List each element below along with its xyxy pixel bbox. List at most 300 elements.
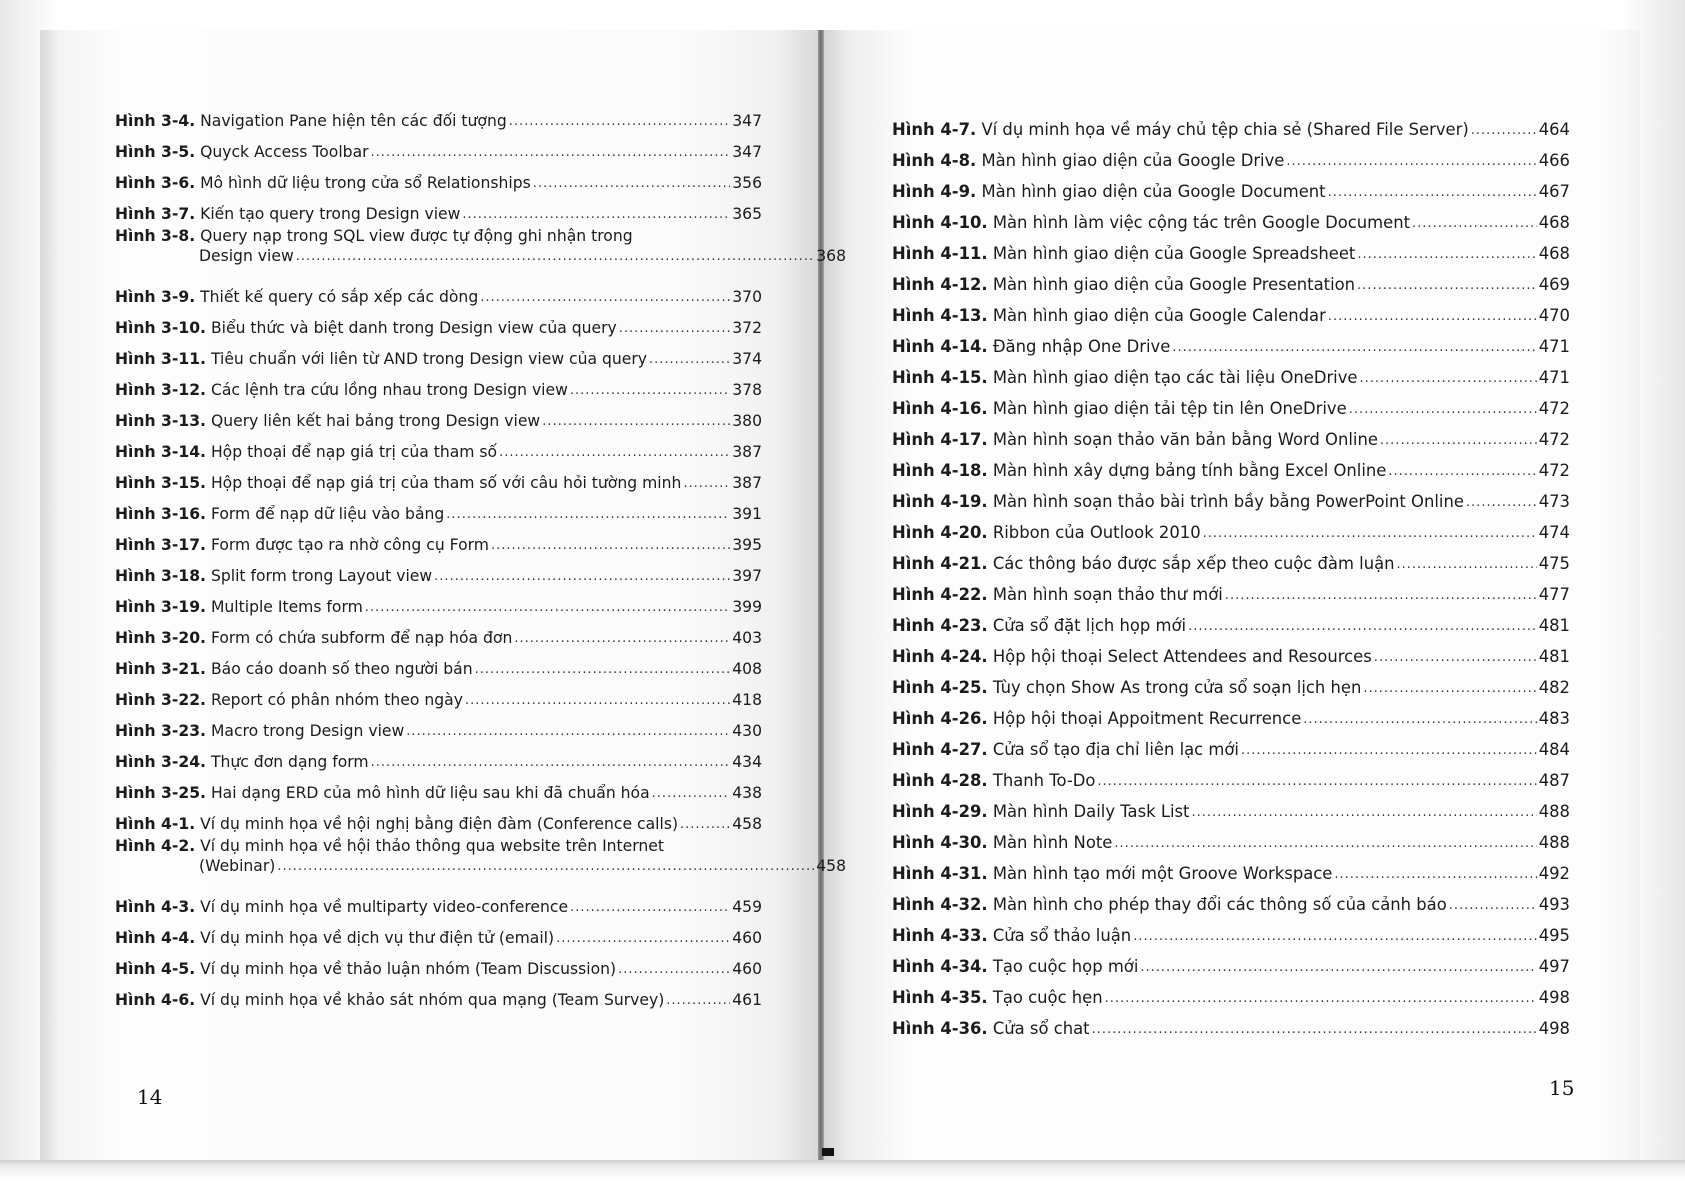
figure-page-number: 347 [732,143,762,161]
figure-page-number: 365 [732,205,762,223]
dot-leader [542,413,730,431]
figure-page-number: 458 [816,857,846,875]
figure-list-item [115,617,762,648]
figure-title: Ví dụ minh họa về dịch vụ thư điện tử (email) [200,929,555,947]
figure-label [115,928,554,948]
figure-title: Hộp thoại để nạp giá trị của tham số [210,443,498,461]
figure-title: Tiêu chuẩn với liên từ AND trong Design view của query [210,350,648,368]
figure-number: Hình 3-7. [115,205,196,223]
figure-label [115,142,369,162]
dot-leader [1188,618,1537,636]
figure-page-number: 387 [732,474,762,492]
figure-page-number: 466 [1538,151,1570,170]
figure-label [115,659,473,679]
figure-page-number: 434 [732,753,762,771]
dot-leader [509,113,730,131]
figure-list-item [892,791,1570,822]
figure-title: Thanh To-Do [992,771,1096,790]
figure-title: Tùy chọn Show As trong cửa sổ soạn lịch hẹn [992,678,1362,697]
figure-label [115,628,512,648]
figure-list-item [115,524,762,555]
figure-title-continued: Design view [199,247,294,265]
figure-page-number: 493 [1538,895,1570,914]
figure-label [115,535,489,555]
figure-title: Hai dạng ERD của mô hình dữ liệu sau khi đã chuẩn hóa [210,784,650,802]
dot-leader [1357,246,1536,264]
figure-page-number: 403 [732,629,762,647]
figure-number: Hình 4-5. [115,960,196,978]
figure-list-item [115,276,762,307]
figure-label [892,461,1386,481]
figure-list-item [115,100,762,131]
figure-number: Hình 4-18. [892,461,988,480]
dot-leader [1241,742,1537,760]
figure-list-item [115,400,762,431]
dot-leader [1412,215,1537,233]
dot-leader [1357,277,1537,295]
figure-number: Hình 3-20. [115,629,206,647]
figure-title: Ribbon của Outlook 2010 [992,523,1201,542]
figure-page-number: 481 [1538,616,1570,635]
figure-number: Hình 3-11. [115,350,206,368]
figure-list-item [892,388,1570,419]
figure-title: Macro trong Design view [210,722,405,740]
dot-leader [1092,1021,1537,1039]
figure-list-item [115,803,762,834]
figure-page-number: 482 [1538,678,1570,697]
figure-number: Hình 3-16. [115,505,206,523]
figure-number: Hình 3-10. [115,319,206,337]
figure-title: Màn hình cho phép thay đổi các thông số của cảnh báo [992,895,1447,914]
figure-title: Form để nạp dữ liệu vào bảng [210,505,445,523]
figure-page-number: 481 [1538,647,1570,666]
dot-leader [570,382,730,400]
figure-label [892,213,1410,233]
figure-page-number: 497 [1538,957,1570,976]
figure-list-item [115,193,762,224]
figure-page-number: 387 [732,443,762,461]
figure-label [115,380,568,400]
figure-number: Hình 4-13. [892,306,988,325]
figure-title: Hộp hội thoại Select Attendees and Resources [992,647,1372,666]
figure-page-number: 483 [1538,709,1570,728]
figure-list-item [115,162,762,193]
figure-title: Query nạp trong SQL view được tự động ghi nhận trong [200,227,633,245]
figure-label [115,990,664,1010]
dot-leader [570,899,730,917]
dot-leader [462,206,730,224]
figure-page-number: 472 [1538,461,1570,480]
figure-page-number: 438 [732,784,762,802]
figure-label [115,473,681,493]
figure-label [892,492,1464,512]
figure-title: Thiết kế query có sắp xếp các dòng [200,288,479,306]
figure-label [892,182,1326,202]
figure-number: Hình 4-29. [892,802,988,821]
figure-label [115,204,460,224]
dot-leader [480,289,730,307]
figure-page-number: 471 [1538,337,1570,356]
figure-page-number: 397 [732,567,762,585]
figure-page-number: 487 [1538,771,1570,790]
figure-list-item [892,233,1570,264]
figure-number: Hình 3-23. [115,722,206,740]
figure-label [115,226,633,246]
figure-title: Đăng nhập One Drive [992,337,1171,356]
figure-list-item [892,419,1570,450]
figure-list-item [115,493,762,524]
figure-page-number: 380 [732,412,762,430]
scanner-edge [0,1160,1685,1191]
figure-number: Hình 3-22. [115,691,206,709]
figure-number: Hình 4-32. [892,895,988,914]
figure-page-number: 473 [1538,492,1570,511]
figure-list-item [115,462,762,493]
figure-title: Multiple Items form [210,598,363,616]
figure-title: Tạo cuộc hẹn [992,988,1103,1007]
dot-leader [1191,804,1536,822]
figure-list-item [892,512,1570,543]
dot-leader [514,630,730,648]
figure-list-item [892,109,1570,140]
figure-label [115,349,647,369]
dot-leader [533,175,731,193]
figure-list-item [892,140,1570,171]
figure-list-item [115,741,762,772]
figure-list-item [115,369,762,400]
figure-title: Màn hình Note [992,833,1113,852]
figure-title: Cửa sổ đặt lịch họp mới [992,616,1187,635]
dot-leader [649,351,730,369]
figure-page-number: 378 [732,381,762,399]
figure-title: Màn hình tạo mới một Groove Workspace [992,864,1333,883]
figure-label [115,111,507,131]
figure-page-number: 356 [732,174,762,192]
figure-number: Hình 3-21. [115,660,206,678]
dot-leader [1225,587,1537,605]
figure-label [115,411,540,431]
figure-list-item [115,834,846,886]
dot-leader [666,992,730,1010]
figure-number: Hình 3-25. [115,784,206,802]
dot-leader [680,816,730,834]
figure-title: Báo cáo doanh số theo người bán [210,660,473,678]
figure-label [892,368,1358,388]
figure-list-item [892,915,1570,946]
dot-leader [1349,401,1537,419]
figure-number: Hình 4-1. [115,815,196,833]
figure-title: Màn hình giao diện của Google Spreadsheet [992,244,1356,263]
figure-title: Thực đơn dạng form [210,753,369,771]
dot-leader [1466,494,1537,512]
figure-list-item [115,586,762,617]
figure-number: Hình 4-10. [892,213,988,232]
figure-number: Hình 4-19. [892,492,988,511]
figure-number: Hình 4-11. [892,244,988,263]
right-page-number: 15 [1549,1076,1575,1100]
figure-label [115,721,404,741]
dot-leader [1471,122,1537,140]
figure-number: Hình 3-17. [115,536,206,554]
figure-title: Ví dụ minh họa về thảo luận nhóm (Team Discussion) [200,960,617,978]
figure-number: Hình 3-19. [115,598,206,616]
figure-title: Màn hình giao diện của Google Presentation [992,275,1356,294]
figure-page-number: 498 [1538,988,1570,1007]
figure-label [115,318,617,338]
figure-list-item [892,357,1570,388]
figure-label [115,897,568,917]
figure-number: Hình 3-4. [115,112,196,130]
dot-leader [1363,680,1536,698]
figure-list-item [115,886,762,917]
figure-page-number: 372 [732,319,762,337]
figure-title: Mô hình dữ liệu trong cửa sổ Relationships [200,174,531,192]
dot-leader [619,320,730,338]
figure-title: Màn hình giao diện tạo các tài liệu OneDrive [992,368,1358,387]
figure-list-item [892,264,1570,295]
figure-list-item [892,326,1570,357]
figure-title: Màn hình soạn thảo văn bản bằng Word Online [992,430,1378,449]
figure-label [892,864,1332,884]
figure-number: Hình 4-27. [892,740,988,759]
figure-page-number: 464 [1538,120,1570,139]
figure-page-number: 475 [1538,554,1570,573]
dot-leader [1328,308,1537,326]
figure-title: Hộp thoại để nạp giá trị của tham số với câu hỏi tường minh [210,474,682,492]
figure-label [115,783,650,803]
figure-page-number: 467 [1538,182,1570,201]
dot-leader [1380,432,1537,450]
dot-leader [1449,897,1537,915]
figure-title: Ví dụ minh họa về multiparty video-conference [200,898,569,916]
figure-list-item [115,710,762,741]
figure-page-number: 430 [732,722,762,740]
figure-page-number: 395 [732,536,762,554]
figure-number: Hình 4-25. [892,678,988,697]
figure-page-number: 488 [1538,802,1570,821]
figure-number: Hình 4-8. [892,151,977,170]
figure-number: Hình 4-12. [892,275,988,294]
figure-title: Kiến tạo query trong Design view [200,205,461,223]
figure-title-continued: (Webinar) [199,857,276,875]
figure-label [115,566,432,586]
figure-label [892,306,1326,326]
figure-page-number: 472 [1538,430,1570,449]
figure-number: Hình 4-20. [892,523,988,542]
figure-label [892,151,1284,171]
figure-page-number: 477 [1538,585,1570,604]
dot-leader [277,858,814,876]
figure-label [892,709,1301,729]
figure-number: Hình 4-35. [892,988,988,1007]
figure-title: Ví dụ minh họa về hội nghị bằng điện đàm (Conference calls) [200,815,679,833]
figure-label [892,554,1395,574]
figure-page-number: 488 [1538,833,1570,852]
figure-number: Hình 4-34. [892,957,988,976]
figure-label [892,337,1170,357]
figure-list-item [892,729,1570,760]
figure-number: Hình 4-33. [892,926,988,945]
figure-list-item [892,760,1570,791]
figure-title: Form có chứa subform để nạp hóa đơn [210,629,513,647]
dot-leader [1328,184,1537,202]
figure-list-item [115,979,762,1010]
figure-page-number: 468 [1538,213,1570,232]
figure-page-number: 458 [732,815,762,833]
figure-title: Ví dụ minh họa về khảo sát nhóm qua mạng (Team Survey) [200,991,665,1009]
spine-mark [822,1148,834,1156]
figure-number: Hình 4-21. [892,554,988,573]
dot-leader [475,661,731,679]
figure-title: Cửa sổ tạo địa chỉ liên lạc mới [992,740,1239,759]
figure-number: Hình 4-6. [115,991,196,1009]
figure-page-number: 460 [732,929,762,947]
figure-title: Màn hình giao diện của Google Drive [981,151,1285,170]
figure-page-number: 374 [732,350,762,368]
dot-leader [365,599,730,617]
figure-page-number: 471 [1538,368,1570,387]
figure-number: Hình 3-24. [115,753,206,771]
figure-number: Hình 3-12. [115,381,206,399]
figure-number: Hình 4-23. [892,616,988,635]
figure-label [892,802,1189,822]
figure-title: Màn hình giao diện của Google Document [981,182,1326,201]
figure-number: Hình 4-22. [892,585,988,604]
figure-label [115,814,678,834]
dot-leader [1388,463,1536,481]
dot-leader [465,692,730,710]
dot-leader [406,723,730,741]
figure-label [892,120,1469,140]
figure-list-item [892,171,1570,202]
figure-list-item [892,1008,1570,1039]
figure-title: Quyck Access Toolbar [200,143,369,161]
figure-label [892,430,1378,450]
figure-number: Hình 3-5. [115,143,196,161]
left-figure-list [115,100,846,1010]
figure-page-number: 469 [1538,275,1570,294]
figure-label [892,678,1361,698]
figure-page-number: 399 [732,598,762,616]
figure-number: Hình 4-4. [115,929,196,947]
figure-label [892,740,1239,760]
figure-list-item [892,853,1570,884]
figure-label [892,833,1112,853]
figure-list-item [892,481,1570,512]
figure-number: Hình 3-14. [115,443,206,461]
dot-leader [1172,339,1536,357]
dot-leader [1114,835,1536,853]
figure-title: Màn hình giao diện của Google Calendar [992,306,1326,325]
figure-page-number: 408 [732,660,762,678]
figure-page-number: 492 [1538,864,1570,883]
figure-number: Hình 4-16. [892,399,988,418]
figure-label [892,771,1095,791]
figure-number: Hình 3-8. [115,227,196,245]
figure-list-item [115,307,762,338]
figure-number: Hình 4-26. [892,709,988,728]
figure-number: Hình 3-6. [115,174,196,192]
figure-number: Hình 4-2. [115,837,196,855]
figure-label [892,647,1372,667]
figure-label [892,957,1138,977]
figure-list-item [115,431,762,462]
figure-label [115,287,478,307]
figure-title: Split form trong Layout view [210,567,433,585]
figure-page-number: 370 [732,288,762,306]
figure-title: Tạo cuộc họp mới [992,957,1139,976]
figure-label [115,504,444,524]
figure-label [115,959,616,979]
figure-list-item [115,224,846,276]
figure-title: Màn hình Daily Task List [992,802,1190,821]
figure-list-item [892,884,1570,915]
dot-leader [1105,990,1537,1008]
figure-number: Hình 3-9. [115,288,196,306]
figure-label [115,836,664,856]
figure-list-item [892,202,1570,233]
figure-number: Hình 4-28. [892,771,988,790]
figure-number: Hình 4-3. [115,898,196,916]
figure-title: Hộp hội thoại Appoitment Recurrence [992,709,1302,728]
dot-leader [499,444,730,462]
figure-number: Hình 4-17. [892,430,988,449]
figure-list-item [115,772,762,803]
figure-list-item [892,822,1570,853]
figure-label [892,1019,1090,1039]
figure-page-number: 368 [816,247,846,265]
dot-leader [1140,959,1536,977]
dot-leader [446,506,730,524]
left-page-number: 14 [137,1085,163,1109]
figure-page-number: 474 [1538,523,1570,542]
figure-list-item [115,948,762,979]
figure-title: Màn hình soạn thảo bài trình bầy bằng PowerPoint Online [992,492,1464,511]
figure-list-item [892,605,1570,636]
figure-number: Hình 4-31. [892,864,988,883]
figure-page-number: 391 [732,505,762,523]
figure-page-number: 484 [1538,740,1570,759]
figure-list-item [892,698,1570,729]
figure-title: Cửa sổ thảo luận [992,926,1132,945]
dot-leader [1397,556,1537,574]
dot-leader [1286,153,1536,171]
dot-leader [652,785,731,803]
figure-title: Query liên kết hai bảng trong Design view [210,412,541,430]
figure-list-item [115,555,762,586]
figure-number: Hình 3-18. [115,567,206,585]
figure-list-item [892,543,1570,574]
dot-leader [434,568,730,586]
figure-page-number: 460 [732,960,762,978]
figure-page-number: 472 [1538,399,1570,418]
dot-leader [1360,370,1537,388]
figure-number: Hình 4-9. [892,182,977,201]
figure-list-item [115,338,762,369]
figure-title: Màn hình làm việc cộng tác trên Google Document [992,213,1411,232]
right-figure-list [892,109,1570,1039]
figure-title: Màn hình giao diện tải tệp tin lên OneDrive [992,399,1347,418]
figure-number: Hình 4-14. [892,337,988,356]
figure-label [892,895,1447,915]
figure-page-number: 461 [732,991,762,1009]
figure-list-item [115,917,762,948]
figure-label [115,597,363,617]
figure-title: Navigation Pane hiện tên các đối tượng [200,112,507,130]
figure-label [892,988,1103,1008]
figure-number: Hình 4-36. [892,1019,988,1038]
dot-leader [1303,711,1536,729]
